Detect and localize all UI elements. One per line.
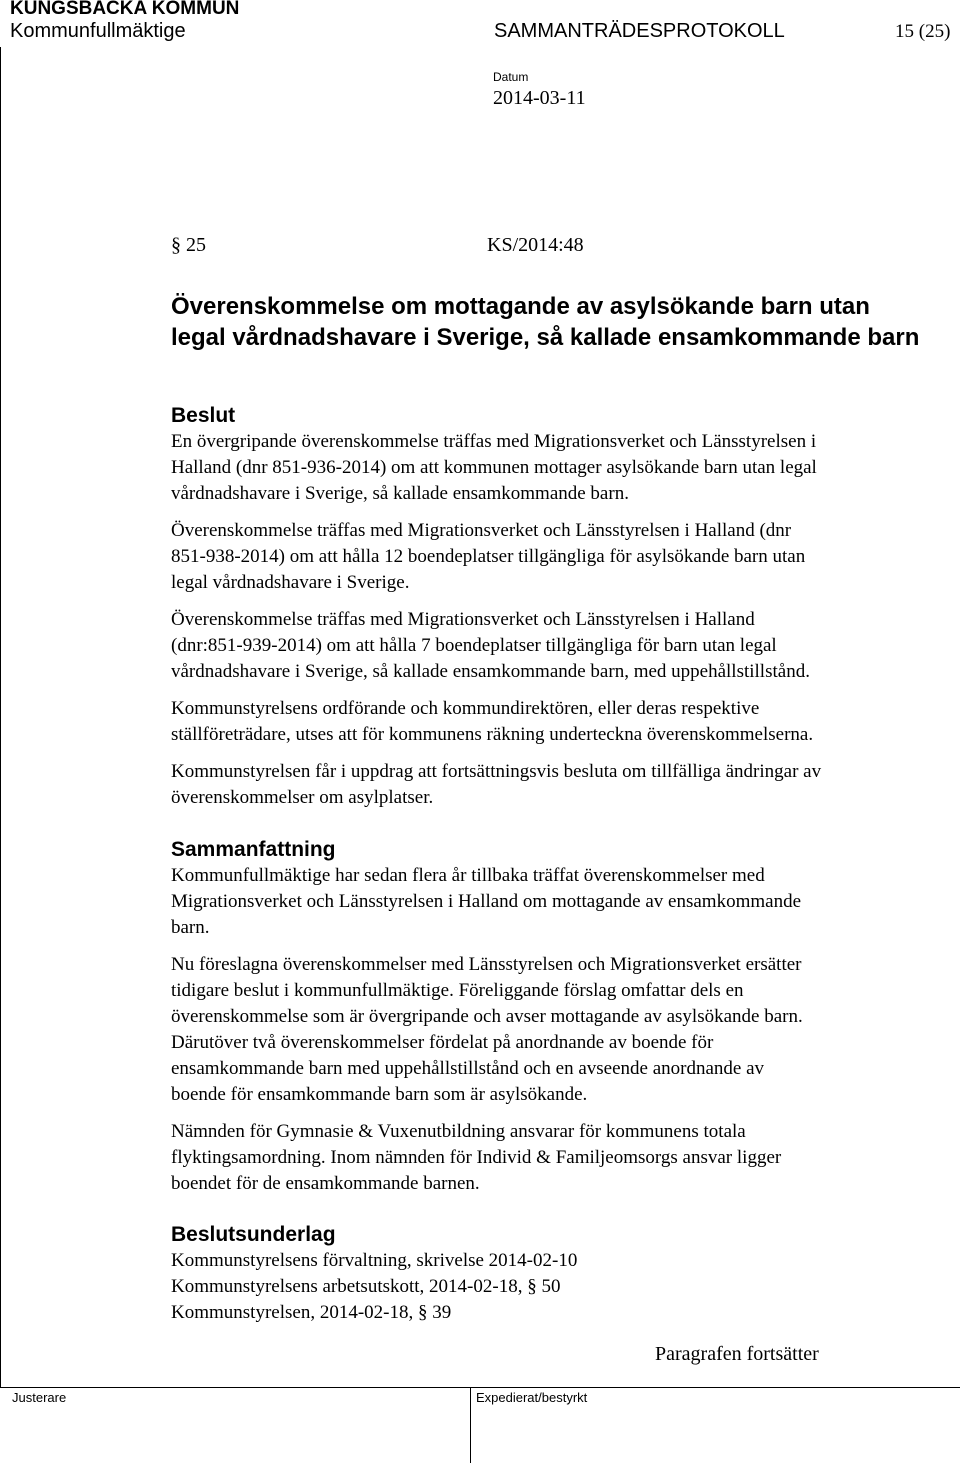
body-paragraph bbox=[171, 863, 931, 941]
text-line: En övergripande överenskommelse träffas med Migrationsverket och Länsstyrelsen i bbox=[171, 431, 817, 452]
section-beslutsunderlag bbox=[171, 1222, 931, 1326]
section-heading: Beslutsunderlag bbox=[171, 1223, 336, 1246]
section-body bbox=[171, 863, 931, 1197]
text-line: boende för ensamkommande barn som är asylsökande. bbox=[171, 1084, 588, 1105]
section-sammanfattning bbox=[171, 837, 931, 1197]
text-line: flyktingsamordning. Inom nämnden för Individ & Familjeomsorgs ansvar ligger bbox=[171, 1147, 782, 1168]
paragraph-gap bbox=[171, 941, 931, 952]
reference-item: Kommunstyrelsen, 2014-02-18, § 39 bbox=[171, 1302, 452, 1323]
section-beslut bbox=[171, 403, 931, 811]
body-paragraph bbox=[171, 518, 931, 596]
text-line: 851-938-2014) om att hålla 12 boendeplatser tillgängliga för asylsökande barn utan bbox=[171, 546, 806, 567]
footer-justerare-label: Justerare bbox=[12, 1390, 67, 1405]
document-type: SAMMANTRÄDESPROTOKOLL bbox=[494, 20, 785, 42]
text-line: Kommunfullmäktige har sedan flera år tillbaka träffat överenskommelser med bbox=[171, 865, 765, 886]
text-line: Migrationsverket och Länsstyrelsen i Halland om mottagande av ensamkommande bbox=[171, 891, 801, 912]
text-line: ensamkommande barn med uppehållstillstånd och en avseende anordnande av bbox=[171, 1058, 765, 1079]
text-line: boendet för de ensamkommande barnen. bbox=[171, 1173, 480, 1194]
left-margin-rule bbox=[0, 47, 1, 1387]
paragraph-gap bbox=[171, 685, 931, 696]
organization-name: KUNGSBACKA KOMMUN bbox=[10, 0, 240, 19]
text-line: (dnr:851-939-2014) om att hålla 7 boendeplatser tillgängliga för barn utan legal bbox=[171, 635, 777, 656]
text-line: legal vårdnadshavare i Sverige. bbox=[171, 572, 410, 593]
text-line: överenskommelser om asylplatser. bbox=[171, 787, 434, 808]
text-line: Överenskommelse träffas med Migrationsverket och Länsstyrelsen i Halland bbox=[171, 609, 755, 630]
case-number: KS/2014:48 bbox=[487, 234, 584, 256]
footer-expedierat-label: Expedierat/bestyrkt bbox=[476, 1390, 588, 1405]
text-line: Nämnden för Gymnasie & Vuxenutbildning ansvarar för kommunens totala bbox=[171, 1121, 746, 1142]
text-line: tidigare beslut i kommunfullmäktige. Föreliggande förslag omfattar dels en bbox=[171, 980, 744, 1001]
reference-item: Kommunstyrelsens arbetsutskott, 2014-02-18, § 50 bbox=[171, 1276, 561, 1297]
text-line: vårdnadshavare i Sverige, så kallade ensamkommande barn. bbox=[171, 483, 629, 504]
text-line: Kommunstyrelsens ordförande och kommundirektören, eller deras respektive bbox=[171, 698, 760, 719]
item-title: Överenskommelse om mottagande av asylsökande barn utan legal vårdnadshavare i Sverige, så kallade ensamkommande barn bbox=[171, 293, 920, 351]
paragraph-gap bbox=[171, 1108, 931, 1119]
continuation-note: Paragrafen fortsätter bbox=[655, 1343, 819, 1365]
text-line: Nu föreslagna överenskommelser med Länsstyrelsen och Migrationsverket ersätter bbox=[171, 954, 802, 975]
reference-list bbox=[171, 1248, 931, 1326]
body-paragraph bbox=[171, 759, 931, 811]
body-paragraph bbox=[171, 429, 931, 507]
paragraph-gap bbox=[171, 507, 931, 518]
meeting-date: 2014-03-11 bbox=[493, 87, 586, 109]
footer-rule bbox=[0, 1387, 960, 1388]
text-line: ställföreträdare, utses att för kommunens räkning underteckna överenskommelserna. bbox=[171, 724, 814, 745]
text-line: Överenskommelse träffas med Migrationsverket och Länsstyrelsen i Halland (dnr bbox=[171, 520, 792, 541]
body-name: Kommunfullmäktige bbox=[10, 20, 186, 42]
date-label: Datum bbox=[493, 70, 529, 84]
text-line: barn. bbox=[171, 917, 210, 938]
text-line: Halland (dnr 851-936-2014) om att kommunen mottager asylsökande barn utan legal bbox=[171, 457, 817, 478]
section-heading: Sammanfattning bbox=[171, 838, 336, 861]
paragraph-gap bbox=[171, 596, 931, 607]
paragraph-gap bbox=[171, 748, 931, 759]
body-paragraph bbox=[171, 1119, 931, 1197]
reference-item: Kommunstyrelsens förvaltning, skrivelse 2014-02-10 bbox=[171, 1250, 578, 1271]
text-line: Därutöver två överenskommelser fördelat på anordnande av boende för bbox=[171, 1032, 714, 1053]
body-paragraph bbox=[171, 696, 931, 748]
paragraph-number: § 25 bbox=[171, 234, 206, 256]
text-line: vårdnadshavare i Sverige, så kallade ensamkommande barn, med uppehållstillstånd. bbox=[171, 661, 810, 682]
body-paragraph bbox=[171, 607, 931, 685]
body-paragraph bbox=[171, 952, 931, 1108]
text-line: Kommunstyrelsen får i uppdrag att fortsättningsvis besluta om tillfälliga ändringar av bbox=[171, 761, 822, 782]
page-number: 15 (25) bbox=[895, 21, 951, 42]
footer-divider bbox=[470, 1387, 471, 1463]
text-line: överenskommelse som är övergripande och avser mottagande av asylsökande barn. bbox=[171, 1006, 803, 1027]
section-body bbox=[171, 429, 931, 811]
section-heading: Beslut bbox=[171, 404, 236, 427]
